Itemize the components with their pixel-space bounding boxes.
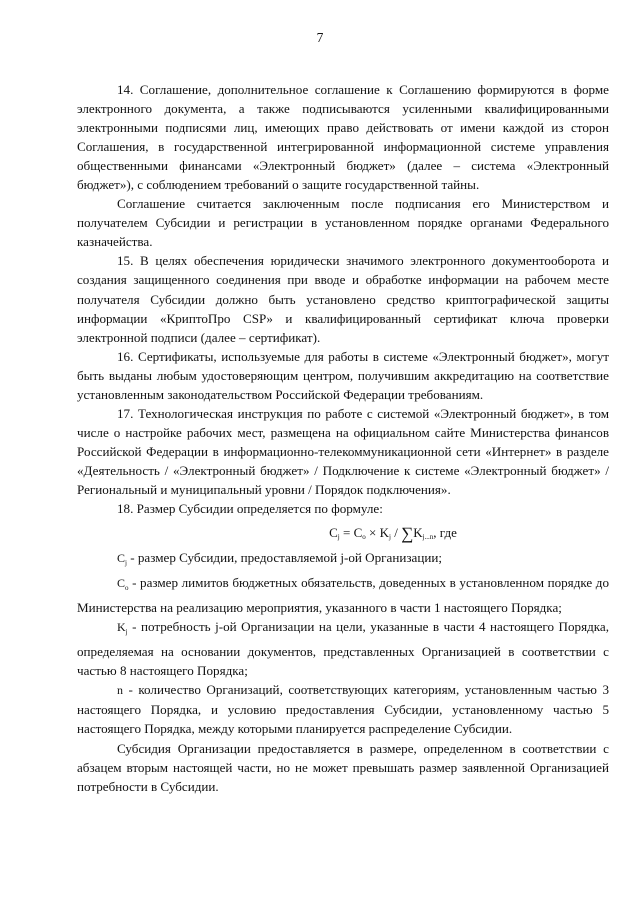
paragraph-18: 18. Размер Субсидии определяется по формуле: bbox=[117, 501, 383, 517]
symbol-n: n bbox=[117, 683, 123, 698]
definition-co bbox=[77, 573, 609, 617]
formula-tail: , где bbox=[433, 525, 457, 541]
paragraph-16: 16. Сертификаты, используемые для работы в системе «Электронный бюджет», могут быть выданы любым удостоверяющим центром, получившим аккредитацию на соответствие установленным законодательством Российской Федерации требованиям. bbox=[77, 348, 609, 402]
definition-co-text: - размер лимитов бюджетных обязательств, доведенных в установленном порядке до Министерства на реализацию мероприятия, указанного в части 1 настоящего Порядка; bbox=[77, 575, 609, 616]
paragraph-17: 17. Технологическая инструкция по работе с системой «Электронный бюджет», в том числе о настройке рабочих мест, размещена на официальном сайте Министерства финансов Российской Федерации в информационно-телекоммуникационной сети «Интернет» в разделе «Деятельность / «Электронный бюджет» / Подключение к системе «Электронный бюджет» / Региональный и муниципальный уровни / Порядок подключения». bbox=[77, 405, 609, 497]
definition-cj bbox=[77, 548, 609, 573]
paragraph-15: 15. В целях обеспечения юридически значимого электронного документооборота и создания защищенного соединения при вводе и обработке информации на рабочем месте получателя Субсидии должно быть установлено средство криптографической защиты информации «КриптоПро CSP» и квалифицированный сертификат ключа проверки электронной подписи (далее – сертификат). bbox=[77, 253, 609, 345]
page-number: 7 bbox=[316, 30, 324, 45]
definition-n-text: - количество Организаций, соответствующих категориям, установленным частью 3 настоящего Порядка, и условию предоставления Субсидии, установленному частью 5 настоящего Порядка, между которыми планируется распределение Субсидии. bbox=[77, 682, 609, 737]
formula-sub-range: j...n bbox=[422, 533, 434, 542]
symbol-sub-j: j bbox=[125, 559, 127, 568]
paragraph-final: Субсидия Организации предоставляется в размере, определенном в соответствии с абзацем вторым настоящей части, но не может превышать размер заявленной Организацией потребности в Субсидии. bbox=[77, 740, 609, 794]
formula-eq: = bbox=[339, 525, 354, 541]
symbol-k: K bbox=[117, 620, 126, 635]
formula-sub-j: j bbox=[337, 533, 340, 542]
symbol-sub-kj: j bbox=[125, 628, 128, 637]
symbol-sub-o: o bbox=[125, 584, 129, 593]
symbol-c-o: C bbox=[117, 576, 126, 591]
formula-slash: / bbox=[390, 525, 402, 541]
formula-sub-j2: j bbox=[389, 533, 391, 542]
formula-c: C bbox=[329, 525, 338, 541]
definition-kj bbox=[77, 617, 609, 680]
document-body bbox=[77, 80, 609, 796]
symbol-c: C bbox=[117, 551, 126, 566]
paragraph-14: 14. Соглашение, дополнительное соглашение к Соглашению формируются в форме электронного документа, а также подписываются усиленными квалифицированными электронными подписями лиц, имеющих право действовать от имени каждой из сторон Соглашения, в государственной интегрированной информационной системе управления общественными финансами «Электронный бюджет» (далее – система «Электронный бюджет»), с соблюдением требований о защите государственной тайны. bbox=[77, 82, 609, 193]
formula-sum: ∑ bbox=[401, 524, 414, 544]
definition-cj-text: - размер Субсидии, предоставляемой j-ой Организации; bbox=[130, 550, 443, 566]
paragraph-14-agreement: Соглашение считается заключенным после подписания его Министерством и получателем Субсидии и регистрации в установленном порядке органами Федерального казначейства. bbox=[77, 196, 609, 250]
formula-c2: C bbox=[353, 525, 363, 541]
formula-k: K bbox=[379, 525, 389, 541]
definition-n bbox=[77, 680, 609, 738]
formula-times: × bbox=[365, 525, 380, 541]
formula-sub-o: o bbox=[362, 533, 366, 542]
subsidy-formula bbox=[77, 518, 609, 548]
definition-kj-text: - потребность j-ой Организации на цели, указанные в части 4 настоящего Порядка, определяемая на основании документов, представленных Организацией в соответствии с частью 8 настоящего Порядка; bbox=[77, 619, 609, 679]
formula-k2: K bbox=[413, 525, 423, 541]
